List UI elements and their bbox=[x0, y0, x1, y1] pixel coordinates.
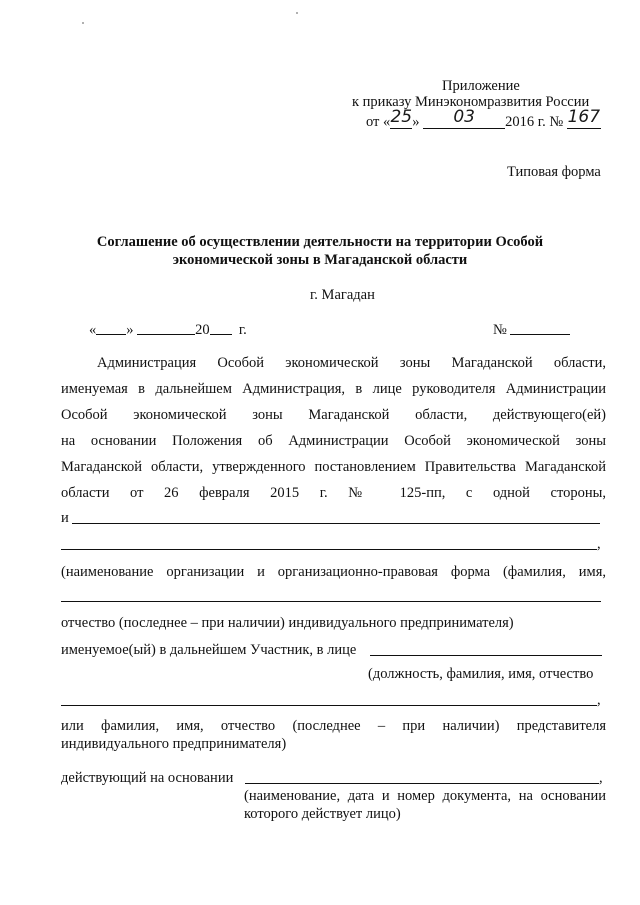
order-reference: к приказу Минэкономразвития России bbox=[352, 94, 590, 110]
basis-label: действующий на основании bbox=[61, 770, 234, 786]
year-prefix: 20 bbox=[195, 322, 210, 338]
date-close-quote: » bbox=[126, 322, 134, 338]
city-label: г. Магадан bbox=[310, 287, 375, 303]
line-comma: , bbox=[597, 536, 601, 552]
participant-representative-line bbox=[370, 655, 602, 656]
appendix-label: Приложение bbox=[442, 78, 520, 94]
body-line-5: Магаданской области, утвержденного постановлением Правительства Магаданской bbox=[61, 459, 606, 475]
number-sign: № bbox=[493, 322, 507, 338]
agreement-year-field bbox=[210, 319, 232, 335]
document-title-line2: экономической зоны в Магаданской области bbox=[172, 252, 468, 268]
handwritten-day: 25 bbox=[390, 107, 413, 127]
scan-speck bbox=[82, 22, 84, 24]
agreement-date-line bbox=[89, 318, 247, 339]
handwritten-order-number: 167 bbox=[567, 107, 601, 127]
order-number-field bbox=[567, 107, 601, 129]
basis-document-line bbox=[245, 783, 599, 784]
line-comma-2: , bbox=[597, 692, 601, 708]
form-type-label: Типовая форма bbox=[507, 164, 601, 180]
org-name-line-3 bbox=[61, 601, 601, 602]
agreement-day-field bbox=[96, 319, 126, 335]
hint-representative-line2: индивидуального предпринимателя) bbox=[61, 736, 287, 752]
line-comma-3: , bbox=[599, 770, 603, 786]
hint-document-line1: (наименование, дата и номер документа, на основании bbox=[244, 788, 606, 804]
org-name-line-1 bbox=[72, 523, 600, 524]
conjunction-and: и bbox=[61, 510, 69, 526]
hint-organization-name: (наименование организации и организационно-правовая форма (фамилия, имя, bbox=[61, 564, 606, 580]
hint-representative-line1: или фамилия, имя, отчество (последнее – при наличии) представителя bbox=[61, 718, 606, 734]
agreement-number-line bbox=[493, 318, 570, 339]
handwritten-month: 03 bbox=[453, 107, 475, 127]
body-line-1: Администрация Особой экономической зоны Магаданской области, bbox=[97, 355, 606, 371]
representative-line bbox=[61, 705, 597, 706]
date-open-quote: « bbox=[89, 322, 97, 338]
hint-document-line2: которого действует лицо) bbox=[244, 806, 401, 822]
date-year-label: 2016 г. № bbox=[505, 114, 564, 130]
scan-speck bbox=[296, 12, 298, 14]
document-title-line1: Соглашение об осуществлении деятельности на территории Особой bbox=[96, 234, 544, 250]
agreement-number-field bbox=[510, 319, 570, 335]
year-suffix: г. bbox=[238, 322, 247, 338]
participant-label: именуемое(ый) в дальнейшем Участник, в лице bbox=[61, 642, 357, 658]
date-month-field bbox=[423, 107, 505, 129]
date-prefix: от « bbox=[366, 114, 391, 130]
agreement-month-field bbox=[137, 319, 195, 335]
hint-patronymic: отчество (последнее – при наличии) индивидуального предпринимателя) bbox=[61, 615, 514, 631]
body-line-6: области от 26 февраля 2015 г. № 125-пп, с одной стороны, bbox=[61, 485, 606, 501]
date-day-field bbox=[390, 107, 413, 129]
body-line-3: Особой экономической зоны Магаданской области, действующего(ей) bbox=[61, 407, 606, 423]
org-name-line-2 bbox=[61, 549, 597, 550]
order-date-line bbox=[366, 107, 601, 131]
body-line-2: именуемая в дальнейшем Администрация, в лице руководителя Администрации bbox=[61, 381, 606, 397]
body-line-4: на основании Положения об Администрации Особой экономической зоны bbox=[61, 433, 606, 449]
date-quote-close: » bbox=[412, 114, 420, 130]
hint-position-name: (должность, фамилия, имя, отчество bbox=[368, 666, 594, 682]
